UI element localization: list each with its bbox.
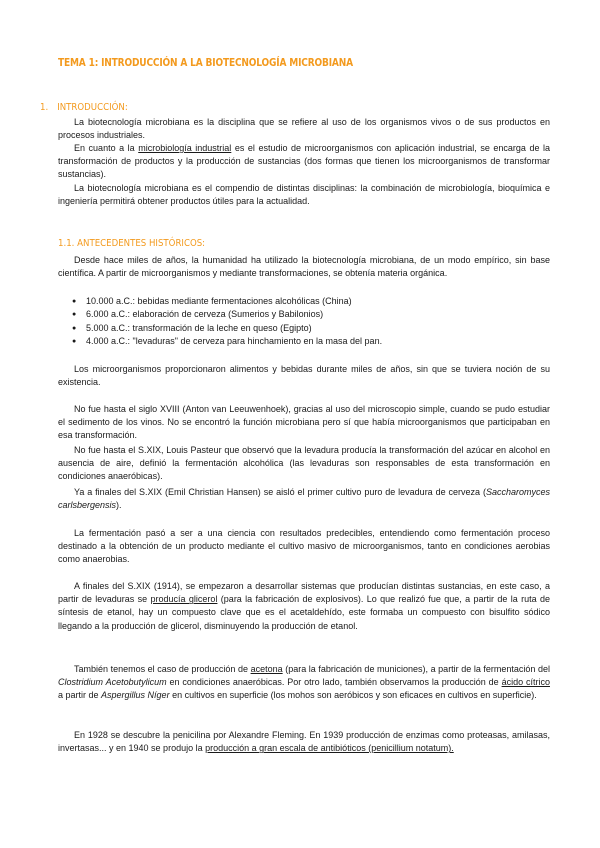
section-heading-text: INTRODUCCIÓN: [57, 102, 128, 113]
species-name: Saccharomyces carlsbergensis [58, 487, 550, 511]
section-heading-introduccion [40, 102, 128, 113]
timeline-list [72, 295, 382, 349]
text-run: También tenemos el caso de producción de [74, 664, 251, 674]
text-run: en cultivos en superficie (los mohos son aeróbicos y son eficaces en cultivos en superficie). [169, 690, 537, 701]
text-run: es el estudio de microorganismos con aplicación industrial, se encarga de la transformación de productos y la producción de sustancias (dos formas que tienen los microorganismos de transformar sustancias). [58, 143, 550, 180]
paragraph-hist-2: Los microorganismos proporcionaron alimentos y bebidas durante miles de años, sin que se tuviera noción de su existencia. [58, 364, 550, 388]
species-name: Aspergillus Níger [101, 690, 170, 701]
subsection-heading-antecedentes: 1.1. ANTECEDENTES HISTÓRICOS: [58, 238, 206, 249]
paragraph-hist-6: La fermentación pasó a ser a una ciencia con resultados predecibles, entendiendo como fermentación proceso destinado a la obtención de un producto mediante el cultivo masivo de microorganismos, tanto en condiciones aerobias como anaerobias. [58, 528, 550, 565]
text-run: (para la fabricación de municiones), a partir de la fermentación del [282, 664, 551, 674]
paragraph-hist-4: No fue hasta el S.XIX, Louis Pasteur que observó que la levadura producía la transformación del azúcar en alcohol en ausencia de aire, definió la fermentación alcohólica (las levaduras son responsables de esta transformación en condiciones anaeróbicas). [58, 445, 550, 482]
text-run: a partir de [58, 690, 102, 701]
text-run: en condiciones anaeróbicas. Por otro lado, también observamos la producción de [166, 677, 502, 688]
text-run: A finales del S.XIX (1914), se empezaron a desarrollar sistemas que producían distintas sustancias, en este caso, a partir de levaduras se [58, 581, 550, 605]
paragraph-hist-9 [58, 729, 550, 755]
text-run: (para la fabricación de explosivos). Lo que realizó fue que, a partir de la ruta de síntesis de etanol, hay un compuesto clave que es el acetaldehído, este formaba un compuesto con bisulfito sódico llegando a la producción de glicerol, disminuyendo la producción de etanol. [58, 594, 551, 631]
list-item: ● 4.000 a.C.: "levaduras" de cerveza para hinchamiento en la masa del pan. [72, 335, 382, 348]
text-run: En 1928 se descubre la penicilina por Alexandre Fleming. En 1939 producción de enzimas como proteasas, amilasas, invertasas... y en 1940 se produjo la [58, 730, 550, 754]
underlined-term: microbiología industrial [138, 143, 232, 153]
underlined-term: producción a gran escala de antibióticos (penicillium notatum). [205, 743, 454, 754]
paragraph-intro-2 [58, 142, 550, 182]
list-item: ● 5.000 a.C.: transformación de la leche en queso (Egipto) [72, 322, 382, 335]
underlined-term: producía glicerol [150, 594, 218, 605]
paragraph-hist-1: Desde hace miles de años, la humanidad ha utilizado la biotecnología microbiana, de un modo empírico, sin base científica. A partir de microorganismos y mediante transformaciones, se obtenía materia orgánica. [58, 255, 550, 279]
paragraph-hist-3: No fue hasta el siglo XVIII (Anton van Leeuwenhoek), gracias al uso del microscopio simple, cuando se pudo estudiar el sedimento de los vinos. No se encontró la función microbiana pero sí que había microorganismos que participaban en esa transformación. [58, 404, 550, 441]
paragraph-hist-5 [58, 486, 550, 512]
section-number: 1. [40, 102, 49, 113]
paragraph-hist-8 [58, 663, 550, 703]
list-item: ● 10.000 a.C.: bebidas mediante fermentaciones alcohólicas (China) [72, 295, 382, 308]
paragraph-intro-1: La biotecnología microbiana es la disciplina que se refiere al uso de los organismos vivos o de sus productos en procesos industriales. [58, 117, 550, 141]
text-run: ). [116, 500, 122, 511]
underlined-term: acetona [250, 664, 283, 674]
document-title: TEMA 1: INTRODUCCIÓN A LA BIOTECNOLOGÍA MICROBIANA [58, 57, 353, 69]
paragraph-intro-3: La biotecnología microbiana es el compendio de distintas disciplinas: la combinación de microbiología, bioquímica e ingeniería permitirá obtener productos útiles para la actualidad. [58, 183, 550, 207]
list-item: ● 6.000 a.C.: elaboración de cerveza (Sumerios y Babilonios) [72, 308, 382, 321]
text-run: Ya a finales del S.XIX (Emil Christian Hansen) se aisló el primer cultivo puro de levadura de cerveza ( [74, 487, 486, 497]
underlined-term: ácido cítrico [501, 677, 550, 688]
species-name: Clostridium Acetobutylicum [58, 677, 167, 688]
text-run: En cuanto a la [74, 143, 139, 153]
paragraph-hist-7 [58, 580, 550, 633]
